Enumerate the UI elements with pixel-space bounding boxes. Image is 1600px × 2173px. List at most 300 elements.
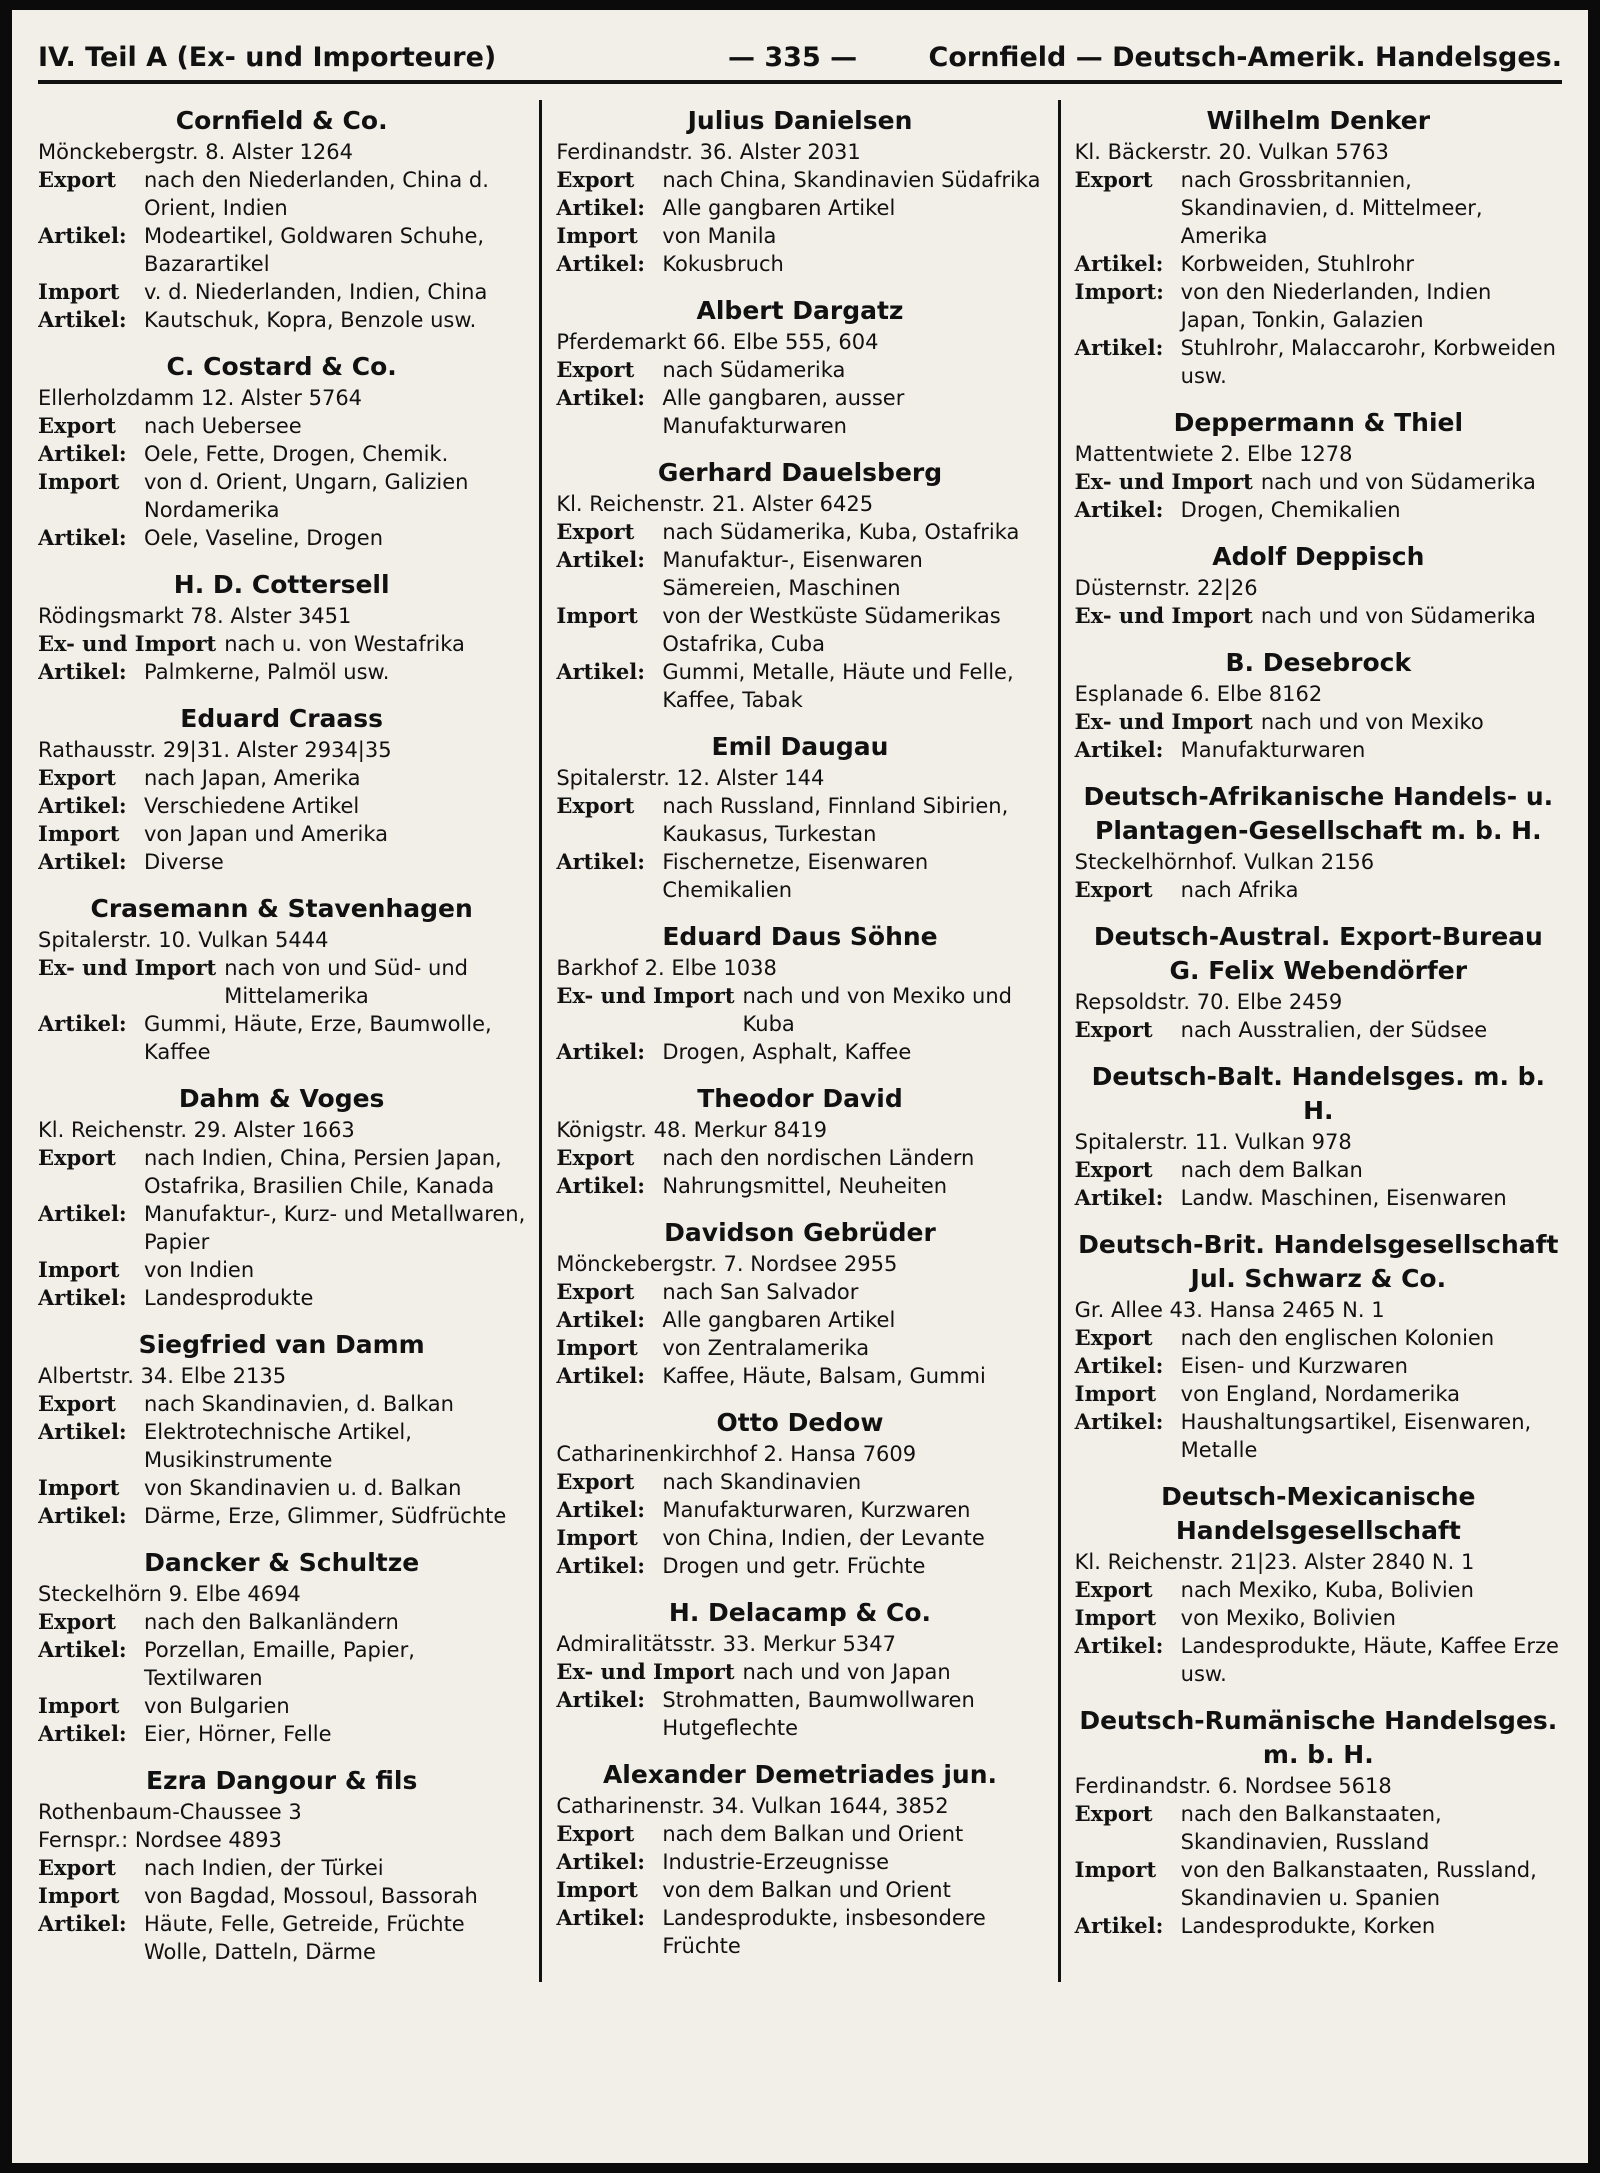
trade-row [556, 1524, 1043, 1552]
directory-entry [556, 1758, 1043, 1960]
trade-row [556, 194, 1043, 222]
section-title: IV. Teil A (Ex- und Importeure) [38, 42, 497, 73]
trade-label: Export [1074, 167, 1153, 192]
directory-entry [1075, 1228, 1562, 1464]
trade-text: Korbweiden, Stuhlrohr [1180, 252, 1415, 276]
directory-entry [1075, 646, 1562, 764]
trade-label: Import [556, 603, 638, 628]
trade-row [38, 954, 525, 1010]
trade-row [1075, 736, 1562, 764]
directory-entry [1075, 780, 1562, 904]
trade-label: Export [1074, 1577, 1153, 1602]
firm-name: Ezra Dangour & fils [145, 1766, 418, 1795]
firm-name: H. Delacamp & Co. [668, 1598, 932, 1627]
trade-row [556, 658, 1043, 714]
trade-label: Artikel: [556, 385, 646, 410]
trade-row [1075, 1604, 1562, 1632]
trade-text: Nahrungsmittel, Neuheiten [662, 1174, 948, 1198]
trade-row [38, 524, 525, 552]
trade-label: Artikel: [38, 1011, 127, 1036]
directory-entry [38, 104, 525, 334]
trade-row [1075, 278, 1562, 334]
firm-name: Deutsch-Balt. Handelsges. m. b. H. [1091, 1062, 1546, 1125]
trade-row [38, 1502, 525, 1530]
trade-row [556, 1468, 1043, 1496]
trade-label: Artikel: [556, 1363, 646, 1388]
trade-row [1075, 1856, 1562, 1912]
firm-name: Dancker & Schultze [144, 1548, 420, 1577]
firm-name: Deutsch-Brit. Handelsgesellschaft Jul. Schwarz & Co. [1078, 1230, 1559, 1293]
trade-text: nach Russland, Finnland Sibirien, Kaukasus, Turkestan [662, 794, 1009, 846]
trade-text: nach und von Südamerika [1260, 604, 1536, 628]
firm-address: Spitalerstr. 11. Vulkan 978 [1074, 1130, 1352, 1154]
trade-row [38, 1882, 525, 1910]
trade-text: Därme, Erze, Glimmer, Südfrüchte [144, 1504, 507, 1528]
trade-row [1075, 496, 1562, 524]
trade-row [38, 630, 525, 658]
trade-label: Artikel: [556, 849, 646, 874]
firm-name: Deutsch-Austral. Export-Bureau G. Felix Webendörfer [1093, 922, 1543, 985]
trade-label: Ex- und Import [556, 1659, 735, 1684]
trade-text: v. d. Niederlanden, Indien, China [144, 280, 488, 304]
trade-label: Export [38, 1855, 116, 1880]
firm-name: Siegfried van Damm [138, 1330, 425, 1359]
directory-entry [556, 1216, 1043, 1390]
trade-text: nach u. von Westafrika [224, 632, 465, 656]
trade-text: Gummi, Häute, Erze, Baumwolle, Kaffee [144, 1012, 492, 1064]
firm-address: Steckelhörn 9. Elbe 4694 [38, 1582, 301, 1606]
trade-text: nach dem Balkan [1180, 1158, 1363, 1182]
trade-text: von der Westküste Südamerikas Ostafrika, Cuba [662, 604, 1001, 656]
trade-row [556, 546, 1043, 602]
firm-name: Eduard Craass [180, 704, 384, 733]
trade-label: Artikel: [556, 195, 646, 220]
trade-label: Artikel: [1074, 737, 1164, 762]
directory-entry [38, 1082, 525, 1312]
trade-label: Artikel: [38, 1285, 127, 1310]
trade-label: Artikel: [556, 1497, 646, 1522]
trade-row [38, 1390, 525, 1418]
trade-label: Ex- und Import [1074, 709, 1253, 734]
trade-text: nach den Balkanländern [144, 1610, 399, 1634]
trade-text: nach und von Mexiko [1260, 710, 1484, 734]
firm-name: Deppermann & Thiel [1173, 408, 1464, 437]
trade-label: Export [1074, 1157, 1153, 1182]
trade-text: nach den Niederlanden, China d. Orient, Indien [144, 168, 489, 220]
firm-address: Kl. Reichenstr. 29. Alster 1663 [38, 1118, 355, 1142]
firm-address: Rothenbaum-Chaussee 3 [38, 1800, 302, 1824]
directory-entry [556, 1082, 1043, 1200]
trade-text: Gummi, Metalle, Häute und Felle, Kaffee, Tabak [662, 660, 1014, 712]
trade-row [1075, 1912, 1562, 1940]
trade-text: nach China, Skandinavien Südafrika [662, 168, 1041, 192]
trade-label: Artikel: [38, 659, 127, 684]
directory-entry [556, 294, 1043, 440]
trade-text: Landesprodukte, insbesondere Früchte [662, 1906, 986, 1958]
trade-label: Ex- und Import [38, 631, 217, 656]
trade-label: Export [38, 1609, 116, 1634]
trade-row [38, 1200, 525, 1256]
trade-row [38, 1010, 525, 1066]
column-2 [539, 100, 1057, 1982]
trade-text: Stuhlrohr, Malaccarohr, Korbweiden usw. [1180, 336, 1556, 388]
trade-label: Import [38, 279, 120, 304]
trade-row [38, 306, 525, 334]
trade-row [556, 1334, 1043, 1362]
trade-text: von dem Balkan und Orient [662, 1878, 951, 1902]
directory-entry [38, 1328, 525, 1530]
trade-row [38, 412, 525, 440]
directory-entry [1075, 104, 1562, 390]
trade-row [38, 764, 525, 792]
firm-address: Repsoldstr. 70. Elbe 2459 [1074, 990, 1343, 1014]
trade-label: Export [556, 167, 635, 192]
trade-label: Artikel: [38, 1503, 127, 1528]
trade-label: Export [38, 413, 116, 438]
firm-address: Kl. Reichenstr. 21|23. Alster 2840 N. 1 [1074, 1550, 1475, 1574]
firm-name: Davidson Gebrüder [664, 1218, 936, 1247]
trade-row [38, 166, 525, 222]
trade-label: Artikel: [1074, 251, 1164, 276]
page-number: — 335 — [728, 42, 858, 73]
trade-label: Ex- und Import [1074, 603, 1253, 628]
firm-address: Steckelhörnhof. Vulkan 2156 [1074, 850, 1375, 874]
directory-entry [556, 1596, 1043, 1742]
trade-row [38, 1474, 525, 1502]
trade-label: Artikel: [556, 547, 646, 572]
firm-address: Catharinenkirchhof 2. Hansa 7609 [556, 1442, 917, 1466]
trade-label: Artikel: [556, 1687, 646, 1712]
trade-label: Import [38, 1475, 120, 1500]
trade-text: Oele, Fette, Drogen, Chemik. [144, 442, 449, 466]
directory-entry [556, 730, 1043, 904]
directory-entry [38, 702, 525, 876]
trade-row [38, 222, 525, 278]
trade-text: nach Indien, der Türkei [144, 1856, 384, 1880]
trade-row [556, 222, 1043, 250]
trade-row [556, 1820, 1043, 1848]
trade-label: Export [556, 519, 635, 544]
firm-address: Ferdinandstr. 6. Nordsee 5618 [1074, 1774, 1392, 1798]
trade-text: nach den englischen Kolonien [1180, 1326, 1495, 1350]
trade-row [556, 792, 1043, 848]
trade-label: Ex- und Import [556, 983, 735, 1008]
trade-label: Artikel: [1074, 1913, 1164, 1938]
trade-text: Kaffee, Häute, Balsam, Gummi [662, 1364, 986, 1388]
trade-row [1075, 1380, 1562, 1408]
trade-text: von Skandinavien u. d. Balkan [144, 1476, 462, 1500]
trade-text: Elektrotechnische Artikel, Musikinstrumente [144, 1420, 412, 1472]
trade-text: von Manila [662, 224, 777, 248]
firm-address: Königstr. 48. Merkur 8419 [556, 1118, 827, 1142]
trade-text: Alle gangbaren Artikel [662, 196, 896, 220]
trade-text: Drogen, Asphalt, Kaffee [662, 1040, 912, 1064]
firm-address: Mattentwiete 2. Elbe 1278 [1074, 442, 1353, 466]
trade-label: Artikel: [38, 223, 127, 248]
trade-label: Export [38, 1391, 116, 1416]
directory-entry [1075, 1480, 1562, 1688]
trade-row [556, 1686, 1043, 1742]
trade-text: Manufaktur-, Eisenwaren Sämereien, Maschinen [662, 548, 923, 600]
directory-columns [38, 100, 1562, 1982]
trade-text: Diverse [144, 850, 224, 874]
trade-label: Import [1074, 1857, 1157, 1882]
trade-text: nach Südamerika [662, 358, 846, 382]
trade-text: nach Uebersee [144, 414, 302, 438]
trade-label: Artikel: [556, 1307, 646, 1332]
trade-row [38, 468, 525, 524]
firm-address: Admiralitätsstr. 33. Merkur 5347 [556, 1632, 896, 1656]
trade-row [1075, 1408, 1562, 1464]
firm-address: Esplanade 6. Elbe 8162 [1074, 682, 1323, 706]
trade-row [556, 1552, 1043, 1580]
trade-row [556, 1658, 1043, 1686]
trade-row [556, 356, 1043, 384]
trade-row [1075, 1184, 1562, 1212]
trade-row [1075, 602, 1562, 630]
firm-name: B. Desebrock [1225, 648, 1412, 677]
firm-name: Wilhelm Denker [1206, 106, 1431, 135]
trade-label: Export [1074, 877, 1153, 902]
trade-text: Modeartikel, Goldwaren Schuhe, Bazarartikel [144, 224, 485, 276]
trade-label: Artikel: [556, 1849, 646, 1874]
trade-label: Artikel: [1074, 1185, 1164, 1210]
firm-address: Spitalerstr. 10. Vulkan 5444 [38, 928, 329, 952]
trade-text: nach Indien, China, Persien Japan, Ostafrika, Brasilien Chile, Kanada [144, 1146, 502, 1198]
trade-text: nach und von Südamerika [1260, 470, 1536, 494]
trade-row [556, 250, 1043, 278]
trade-row [1075, 1576, 1562, 1604]
trade-text: nach Ausstralien, der Südsee [1180, 1018, 1488, 1042]
trade-text: Porzellan, Emaille, Papier, Textilwaren [144, 1638, 415, 1690]
trade-text: Eier, Hörner, Felle [144, 1722, 332, 1746]
firm-name: Albert Dargatz [696, 296, 904, 325]
trade-label: Artikel: [38, 1419, 127, 1444]
trade-label: Export [556, 1469, 635, 1494]
directory-entry [38, 350, 525, 552]
trade-text: von Bulgarien [144, 1694, 290, 1718]
trade-text: Verschiedene Artikel [144, 794, 360, 818]
trade-text: Palmkerne, Palmöl usw. [144, 660, 390, 684]
trade-row [556, 1496, 1043, 1524]
trade-text: Landesprodukte, Korken [1180, 1914, 1436, 1938]
trade-row [556, 1876, 1043, 1904]
trade-text: Landesprodukte, Häute, Kaffee Erze usw. [1180, 1634, 1559, 1686]
trade-text: nach Skandinavien, d. Balkan [144, 1392, 454, 1416]
trade-row [556, 1362, 1043, 1390]
trade-text: Manufakturwaren [1180, 738, 1366, 762]
firm-address: Ellerholzdamm 12. Alster 5764 [38, 386, 363, 410]
directory-entry [38, 568, 525, 686]
trade-row [1075, 1324, 1562, 1352]
trade-row [1075, 250, 1562, 278]
trade-label: Import: [1074, 279, 1164, 304]
firm-name: Crasemann & Stavenhagen [90, 894, 473, 923]
trade-label: Export [556, 1145, 635, 1170]
trade-label: Artikel: [1074, 1353, 1164, 1378]
trade-text: Drogen und getr. Früchte [662, 1554, 926, 1578]
trade-text: nach Skandinavien [662, 1470, 862, 1494]
firm-address: Albertstr. 34. Elbe 2135 [38, 1364, 287, 1388]
trade-text: Fischernetze, Eisenwaren Chemikalien [662, 850, 929, 902]
firm-name: Alexander Demetriades jun. [602, 1760, 998, 1789]
trade-text: Alle gangbaren Artikel [662, 1308, 896, 1332]
trade-row [38, 1692, 525, 1720]
trade-row [556, 384, 1043, 440]
trade-text: nach Mexiko, Kuba, Bolivien [1180, 1578, 1474, 1602]
trade-label: Import [38, 469, 120, 494]
firm-address: Rödingsmarkt 78. Alster 3451 [38, 604, 352, 628]
trade-text: nach San Salvador [662, 1280, 859, 1304]
trade-label: Artikel: [38, 793, 127, 818]
trade-label: Export [38, 765, 116, 790]
directory-entry [1075, 1060, 1562, 1212]
trade-label: Artikel: [38, 1637, 127, 1662]
directory-entry [1075, 1704, 1562, 1940]
trade-text: Industrie-Erzeugnisse [662, 1850, 890, 1874]
trade-text: Kautschuk, Kopra, Benzole usw. [144, 308, 477, 332]
trade-text: Manufakturwaren, Kurzwaren [662, 1498, 971, 1522]
trade-text: von England, Nordamerika [1180, 1382, 1461, 1406]
trade-row [38, 440, 525, 468]
trade-row [1075, 166, 1562, 250]
firm-address: Mönckebergstr. 7. Nordsee 2955 [556, 1252, 898, 1276]
trade-row [556, 1904, 1043, 1960]
page-header [38, 36, 1562, 84]
trade-label: Artikel: [556, 1173, 646, 1198]
trade-text: von den Niederlanden, Indien Japan, Tonkin, Galazien [1180, 280, 1492, 332]
trade-row [556, 1172, 1043, 1200]
trade-label: Artikel: [556, 1553, 646, 1578]
directory-entry [38, 1546, 525, 1748]
trade-text: Alle gangbaren, ausser Manufakturwaren [662, 386, 905, 438]
column-3 [1058, 100, 1562, 1982]
firm-name: C. Costard & Co. [166, 352, 397, 381]
trade-row [38, 1418, 525, 1474]
trade-label: Artikel: [38, 307, 127, 332]
trade-label: Import [556, 1525, 638, 1550]
trade-text: nach den nordischen Ländern [662, 1146, 975, 1170]
firm-address: Pferdemarkt 66. Elbe 555, 604 [556, 330, 879, 354]
trade-text: von Indien [144, 1258, 255, 1282]
trade-row [38, 1284, 525, 1312]
firm-address: Ferdinandstr. 36. Alster 2031 [556, 140, 861, 164]
firm-name: Emil Daugau [711, 732, 889, 761]
trade-label: Artikel: [38, 441, 127, 466]
trade-row [556, 1848, 1043, 1876]
trade-label: Import [1074, 1381, 1157, 1406]
trade-row [556, 518, 1043, 546]
trade-text: nach Japan, Amerika [144, 766, 361, 790]
firm-address: Düsternstr. 22|26 [1074, 576, 1258, 600]
trade-label: Export [1074, 1325, 1153, 1350]
trade-text: von Zentralamerika [662, 1336, 870, 1360]
trade-row [38, 1144, 525, 1200]
trade-label: Import [556, 1877, 638, 1902]
trade-label: Import [1074, 1605, 1157, 1630]
trade-label: Export [556, 1821, 635, 1846]
firm-name: Adolf Deppisch [1212, 542, 1425, 571]
trade-text: nach Afrika [1180, 878, 1299, 902]
trade-label: Artikel: [556, 1905, 646, 1930]
trade-text: Manufaktur-, Kurz- und Metallwaren, Papier [144, 1202, 526, 1254]
trade-label: Import [556, 223, 638, 248]
trade-row [38, 1854, 525, 1882]
trade-row [38, 792, 525, 820]
firm-name: Cornfield & Co. [175, 106, 388, 135]
trade-text: nach den Balkanstaaten, Skandinavien, Russland [1180, 1802, 1442, 1854]
trade-label: Export [556, 1279, 635, 1304]
trade-label: Artikel: [1074, 335, 1164, 360]
firm-address: Gr. Allee 43. Hansa 2465 N. 1 [1074, 1298, 1385, 1322]
trade-label: Ex- und Import [38, 955, 217, 980]
trade-label: Import [38, 1883, 120, 1908]
trade-text: von Mexiko, Bolivien [1180, 1606, 1396, 1630]
trade-row [1075, 1800, 1562, 1856]
firm-address: Catharinenstr. 34. Vulkan 1644, 3852 [556, 1794, 949, 1818]
firm-name: Otto Dedow [716, 1408, 884, 1437]
trade-text: Haushaltungsartikel, Eisenwaren, Metalle [1180, 1410, 1532, 1462]
trade-row [556, 1306, 1043, 1334]
trade-row [38, 658, 525, 686]
trade-label: Artikel: [38, 1911, 127, 1936]
trade-row [1075, 334, 1562, 390]
trade-text: Kokusbruch [662, 252, 784, 276]
trade-row [556, 166, 1043, 194]
firm-name: Deutsch-Afrikanische Handels- u. Plantagen-Gesellschaft m. b. H. [1083, 782, 1554, 845]
firm-name: Theodor David [697, 1084, 903, 1113]
trade-row [1075, 876, 1562, 904]
directory-entry [556, 920, 1043, 1066]
firm-address: Kl. Reichenstr. 21. Alster 6425 [556, 492, 874, 516]
trade-text: von den Balkanstaaten, Russland, Skandinavien u. Spanien [1180, 1858, 1537, 1910]
firm-name: Deutsch-Mexicanische Handelsgesellschaft [1161, 1482, 1476, 1545]
firm-name: H. D. Cottersell [173, 570, 390, 599]
trade-label: Artikel: [556, 659, 646, 684]
trade-text: von Bagdad, Mossoul, Bassorah [144, 1884, 478, 1908]
trade-row [1075, 1352, 1562, 1380]
trade-label: Import [38, 1693, 120, 1718]
trade-row [38, 820, 525, 848]
trade-row [556, 1144, 1043, 1172]
trade-row [1075, 1632, 1562, 1688]
trade-text: Eisen- und Kurzwaren [1180, 1354, 1408, 1378]
trade-label: Import [556, 1335, 638, 1360]
trade-row [556, 602, 1043, 658]
directory-entry [556, 456, 1043, 714]
trade-label: Artikel: [38, 1721, 127, 1746]
trade-label: Export [1074, 1801, 1153, 1826]
running-head: Cornfield — Deutsch-Amerik. Handelsges. [928, 42, 1562, 73]
firm-address: Fernspr.: Nordsee 4893 [38, 1828, 282, 1852]
trade-label: Export [556, 357, 635, 382]
firm-name: Dahm & Voges [178, 1084, 385, 1113]
directory-entry [38, 892, 525, 1066]
trade-text: nach und von Japan [742, 1660, 951, 1684]
firm-name: Deutsch-Rumänische Handelsges. m. b. H. [1079, 1706, 1558, 1769]
firm-address: Barkhof 2. Elbe 1038 [556, 956, 777, 980]
trade-row [38, 1256, 525, 1284]
trade-text: nach und von Mexiko und Kuba [742, 984, 1012, 1036]
trade-label: Ex- und Import [1074, 469, 1253, 494]
trade-row [1075, 708, 1562, 736]
trade-text: nach Grossbritannien, Skandinavien, d. Mittelmeer, Amerika [1180, 168, 1483, 248]
trade-row [556, 982, 1043, 1038]
firm-address: Kl. Bäckerstr. 20. Vulkan 5763 [1074, 140, 1389, 164]
directory-entry [556, 1406, 1043, 1580]
trade-text: Häute, Felle, Getreide, Früchte Wolle, Datteln, Därme [144, 1912, 465, 1964]
trade-label: Artikel: [556, 1039, 646, 1064]
